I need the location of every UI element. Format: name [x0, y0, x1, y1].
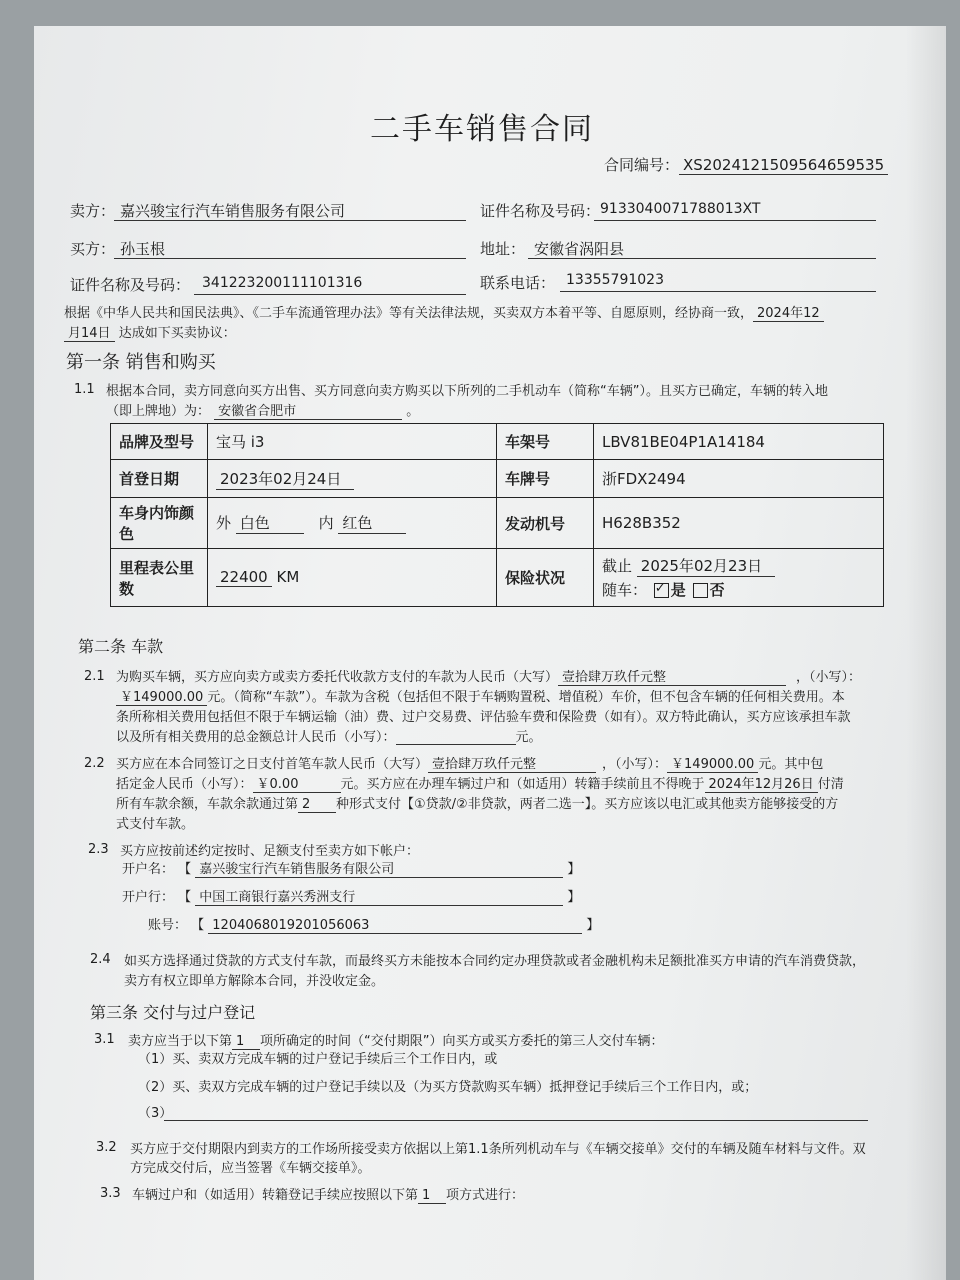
buyer-id-value: 341223200111101316	[202, 275, 363, 291]
clause-3-1-b: 项所确定的时间（“交付期限”）向买方或买方委托的第三人交付车辆：	[260, 1034, 664, 1049]
insurance-date: 2025年02月23日	[637, 555, 775, 577]
engine-value: H628B352	[594, 498, 884, 549]
transfer-option: 1	[418, 1188, 446, 1204]
clause-2-2-g: 所有车款余额，车款余款通过第	[116, 797, 299, 812]
buyer-id-label: 证件名称及号码：	[70, 276, 191, 294]
buyer-phone-value: 13355791023	[566, 272, 664, 288]
clause-3-2-b: 方完成交付后，应当签署《车辆交接单》。	[130, 1161, 371, 1176]
vin-label: 车架号	[497, 424, 594, 460]
clause-3-1-opt1: （1）买、卖双方完成车辆的过户登记手续后三个工作日内，或	[138, 1052, 498, 1067]
checkbox-no-icon[interactable]	[693, 583, 708, 598]
clause-2-1-b: ，（小写）：	[796, 670, 862, 685]
contract-number	[604, 154, 888, 175]
intro-date-a: 2024年12	[753, 302, 824, 322]
clause-2-1-d: 条所称相关费用包括但不限于车辆运输（油）费、过户交易费、评估验车费和保险费（如有）。双方特此确认，买方应该承担车款	[116, 710, 851, 725]
account-name-row: 开户名： 【 嘉兴骏宝行汽车销售服务有限公司 】	[122, 858, 580, 878]
clause-2-4-b: 卖方有权立即单方解除本合同，并没收定金。	[124, 974, 385, 989]
intro-line2: 达成如下买卖协议：	[118, 326, 236, 341]
clause-2-2-f: 付清	[817, 777, 844, 792]
contract-number-label: 合同编号：	[604, 156, 680, 174]
clause-2-2-b: ，（小写）：	[602, 757, 668, 772]
ext-color-prefix: 外	[216, 514, 232, 532]
contract-number-value: XS2024121509564659535	[679, 156, 888, 175]
insurance-no-label: 否	[709, 581, 725, 599]
deposit-amount: ￥0.00	[253, 773, 341, 793]
seller-label: 卖方：	[70, 202, 116, 220]
brand-value: 宝马 i3	[208, 424, 497, 460]
clause-2-2-a: 买方应在本合同签订之日支付首笔车款人民币（大写）	[116, 757, 429, 772]
first-payment-in-figures: ￥149000.00	[667, 753, 758, 773]
clause-3-1-number: 3.1	[94, 1032, 115, 1047]
clause-1-1-prefix: （即上牌地）为：	[106, 404, 211, 419]
clause-2-2-line1	[116, 753, 823, 773]
clause-1-1-line1: 根据本合同，卖方同意向买方出售、买方同意向卖方购买以下所列的二手机动车（简称“车辆”）。且买方已确定，车辆的转入地	[106, 384, 828, 399]
brand-label: 品牌及型号	[111, 424, 208, 460]
transfer-place: 安徽省合肥市	[214, 400, 402, 420]
clause-2-2-number: 2.2	[84, 756, 105, 771]
int-color-value: 红色	[338, 512, 406, 534]
mileage-value: 22400	[216, 568, 272, 587]
buyer-address-label: 地址：	[480, 240, 526, 258]
account-name-value: 嘉兴骏宝行汽车销售服务有限公司	[195, 858, 563, 878]
color-label: 车身内饰颜色	[111, 498, 208, 549]
article-2-heading: 第二条 车款	[78, 637, 164, 656]
clause-3-1-line1	[128, 1030, 664, 1050]
intro-line1: 根据《中华人民共和国民法典》、《二手车流通管理办法》等有关法律法规，买卖双方本着平等、自愿原则，经协商一致，	[64, 306, 754, 321]
clause-2-3-number: 2.3	[88, 842, 109, 857]
first-reg-cell	[208, 460, 497, 498]
vin-value: LBV81BE04P1A14184	[594, 424, 884, 460]
page-shadow	[906, 26, 946, 1280]
first-payment-in-words: 壹拾肆万玖仟元整	[428, 753, 596, 773]
mileage-label: 里程表公里数	[111, 549, 208, 607]
first-reg-label: 首登日期	[111, 460, 208, 498]
plate-value: 浙FDX2494	[594, 460, 884, 498]
clause-3-3-number: 3.3	[100, 1186, 121, 1201]
bank-value: 中国工商银行嘉兴秀洲支行	[195, 886, 563, 906]
clause-3-1-a: 卖方应当于以下第	[128, 1034, 233, 1049]
insurance-prefix: 截止	[602, 557, 633, 575]
buyer-phone-label: 联系电话：	[480, 274, 556, 292]
clause-2-1-line1	[116, 666, 861, 686]
engine-label: 发动机号	[497, 498, 594, 549]
bank-row: 开户行： 【 中国工商银行嘉兴秀洲支行 】	[122, 886, 580, 906]
int-color-prefix: 内	[318, 514, 334, 532]
intro-date-b: 月14日	[64, 322, 115, 342]
clause-2-1-number: 2.1	[84, 669, 105, 684]
buyer-address-value: 安徽省涡阳县	[534, 240, 625, 258]
contract-page	[34, 26, 946, 1280]
mileage-cell	[208, 549, 497, 607]
clause-2-1-line4	[116, 726, 542, 745]
clause-2-2-line2	[116, 773, 844, 793]
clause-2-2-c: 元。其中包	[758, 757, 824, 772]
checkbox-yes-icon[interactable]	[654, 583, 669, 598]
clause-1-1-end: 。	[406, 404, 420, 419]
buyer-label: 买方：	[70, 240, 116, 258]
clause-2-2-line3	[116, 793, 838, 813]
article-1-heading: 第一条 销售和购买	[66, 352, 216, 373]
clause-2-4-number: 2.4	[90, 952, 111, 967]
mileage-unit: KM	[276, 568, 300, 586]
clause-1-1-line2	[106, 400, 419, 420]
clause-2-1-a: 为购买车辆，买方应向卖方或卖方委托代收款方支付的车款为人民币（大写）	[116, 670, 559, 685]
clause-3-3-a: 车辆过户和（如适用）转籍登记手续应按照以下第	[132, 1188, 419, 1203]
clause-2-4-a: 如买方选择通过贷款的方式支付车款，而最终买方未能按本合同约定办理贷款或者金融机构未足额批准买方申请的汽车消费贷款，	[124, 954, 866, 969]
account-no-value: 1204068019201056063	[208, 918, 582, 934]
insurance-label: 保险状况	[497, 549, 594, 607]
clause-2-2-i: 式支付车款。	[116, 817, 195, 832]
price-in-figures: ￥149000.00	[116, 686, 207, 706]
insurance-yes-label: 是	[670, 581, 686, 599]
clause-2-2-d: 括定金人民币（小写）：	[116, 777, 253, 792]
payment-option: 2	[298, 797, 336, 813]
intro-text-2	[64, 322, 236, 342]
clause-2-1-c: 元。（简称“车款”）。车款为含税（包括但不限于车辆购置税、增值税）车价，但不包含车辆的任何相关费用。本	[207, 690, 845, 705]
account-no-label: 账号：	[148, 918, 188, 933]
clause-2-2-e: 元。买方应在办理车辆过户和（如适用）转籍手续前且不得晚于	[340, 777, 705, 792]
account-no-row: 账号： 【 1204068019201056063 】	[148, 918, 600, 933]
clause-1-1-number: 1.1	[74, 382, 95, 397]
price-in-words: 壹拾肆万玖仟元整	[558, 666, 786, 686]
page-title: 二手车销售合同	[370, 112, 594, 147]
clause-3-3-b: 项方式进行：	[446, 1188, 525, 1203]
first-reg-value: 2023年02月24日	[216, 468, 354, 490]
vehicle-table	[110, 423, 884, 607]
balance-due-date: 2024年12月26日	[705, 773, 818, 793]
clause-3-1-opt2: （2）买、卖双方完成车辆的过户登记手续以及（为买方贷款购买车辆）抵押登记手续后三个工作日内，或；	[138, 1080, 758, 1095]
bank-label: 开户行：	[122, 890, 175, 905]
clause-2-3-a: 买方应按前述约定按时、足额支付至卖方如下帐户：	[120, 844, 420, 859]
color-cell	[208, 498, 497, 549]
seller-id-label: 证件名称及号码：	[480, 202, 601, 220]
clause-2-2-h: 种形式支付【①贷款/②非贷款，两者二选一】。买方应该以电汇或其他卖方能够接受的方	[336, 797, 839, 812]
insurance-cell	[594, 549, 884, 607]
insurance-with-label: 随车：	[602, 581, 648, 599]
seller-name: 嘉兴骏宝行汽车销售服务有限公司	[120, 202, 346, 220]
buyer-name: 孙玉根	[120, 240, 166, 258]
clause-3-2-a: 买方应于交付期限内到卖方的工作场所接受卖方依据以上第1.1条所列机动车与《车辆交接单》交付的车辆及随车材料与文件。双	[130, 1142, 866, 1157]
ext-color-value: 白色	[236, 512, 304, 534]
article-3-heading: 第三条 交付与过户登记	[90, 1003, 256, 1022]
delivery-option: 1	[232, 1034, 260, 1050]
plate-label: 车牌号	[497, 460, 594, 498]
seller-id-value: 9133040071788013XT	[600, 201, 761, 217]
clause-2-1-line2	[116, 686, 845, 706]
clause-3-2-number: 3.2	[96, 1140, 117, 1155]
account-name-label: 开户名：	[122, 862, 175, 877]
clause-3-1-opt3: （3）	[138, 1106, 173, 1121]
clause-3-3-line	[132, 1184, 524, 1204]
intro-text	[64, 302, 824, 322]
clause-2-1-f: 元。	[515, 730, 542, 745]
clause-2-1-e: 以及所有相关费用的总金额总计人民币（小写）：	[116, 730, 396, 745]
